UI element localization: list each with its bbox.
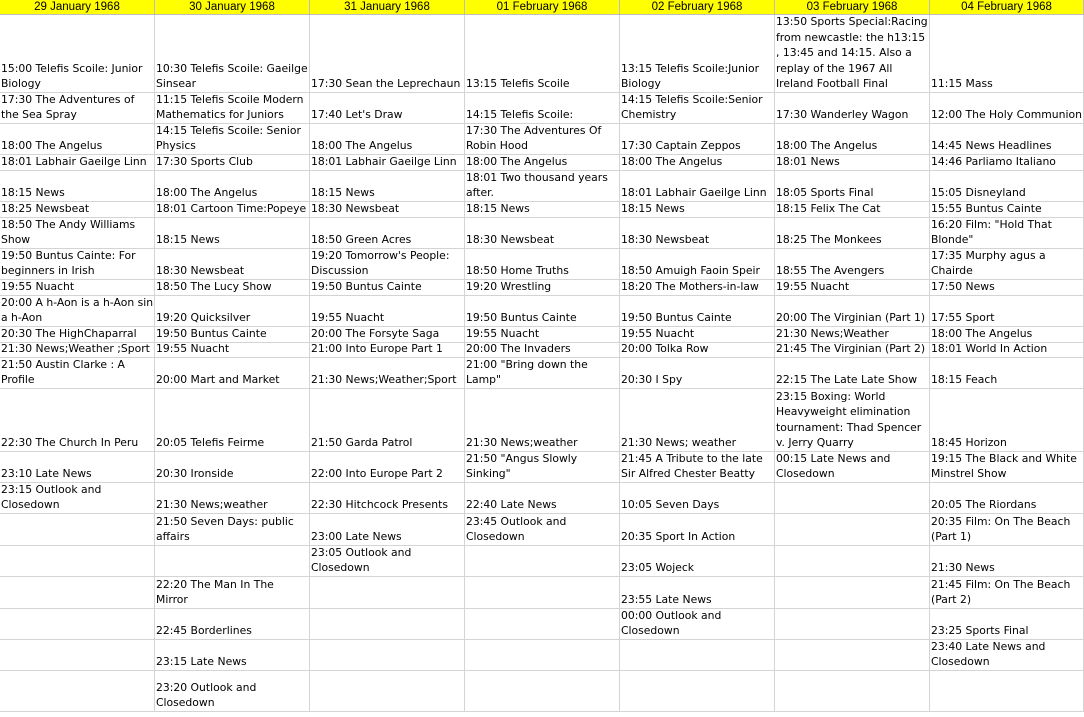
table-cell[interactable]: [155, 93, 310, 124]
table-cell[interactable]: [930, 171, 1084, 202]
table-cell[interactable]: [775, 218, 930, 249]
cell-text: 10:05 Seven Days: [621, 498, 720, 512]
table-cell[interactable]: [0, 202, 155, 218]
table-cell[interactable]: [930, 546, 1084, 577]
table-cell[interactable]: [775, 155, 930, 171]
cell-text: 23:15 Late News: [156, 655, 247, 669]
table-cell[interactable]: [0, 671, 155, 712]
table-cell[interactable]: [310, 358, 465, 389]
table-cell[interactable]: [310, 155, 465, 171]
table-cell[interactable]: [310, 93, 465, 124]
table-cell[interactable]: [465, 93, 620, 124]
cell-text: 17:30 The Adventures of the Sea Spray: [1, 93, 135, 122]
table-cell[interactable]: [775, 296, 930, 327]
cell-text: 23:20 Outlook and Closedown: [156, 680, 257, 710]
cell-text: 21:30 News;weather: [466, 436, 578, 450]
table-cell[interactable]: [0, 218, 155, 249]
cell-text: 15:05 Disneyland: [931, 186, 1026, 200]
table-cell[interactable]: [620, 358, 775, 389]
table-cell[interactable]: [465, 577, 620, 609]
cell-text: 23:40 Late News and Closedown: [931, 640, 1046, 669]
table-cell[interactable]: [155, 514, 310, 546]
column-header[interactable]: 31 January 1968: [310, 0, 465, 15]
cell-text: 13:15 Telefis Scoile: [466, 77, 570, 91]
table-cell[interactable]: [0, 546, 155, 577]
table-cell[interactable]: [620, 280, 775, 296]
cell-text: 22:30 The Church In Peru: [1, 436, 139, 450]
table-cell[interactable]: [465, 280, 620, 296]
cell-text: 21:30 News;Weather ;Sport: [1, 343, 150, 356]
table-cell[interactable]: [775, 546, 930, 577]
cell-text: 18:00 The Angelus: [311, 139, 413, 153]
table-cell[interactable]: [465, 514, 620, 546]
cell-text: 18:01 Labhair Gaeilge Linn: [1, 155, 147, 169]
cell-text: 20:00 The Invaders: [466, 343, 571, 356]
cell-text: 19:50 Buntus Cainte: [621, 311, 732, 325]
cell-text: 12:00 The Holy Communion: [931, 108, 1082, 122]
cell-text: 18:15 News: [621, 202, 685, 216]
table-cell[interactable]: [775, 93, 930, 124]
cell-text: 14:46 Parliamo Italiano: [931, 155, 1056, 169]
cell-text: 20:00 A h-Aon is a h-Aon sin a h-Aon: [1, 296, 154, 325]
cell-text: 18:01 News: [776, 155, 840, 169]
table-cell[interactable]: [775, 483, 930, 514]
table-cell[interactable]: [930, 514, 1084, 546]
table-cell[interactable]: [465, 124, 620, 155]
cell-text: 21:30 News;weather: [156, 498, 268, 512]
cell-text: 13:15 Telefis Scoile:Junior Biology: [621, 61, 760, 91]
table-cell[interactable]: [0, 15, 155, 93]
table-cell[interactable]: [310, 483, 465, 514]
table-cell[interactable]: [0, 577, 155, 609]
table-cell[interactable]: [620, 671, 775, 712]
cell-text: 14:45 News Headlines: [931, 139, 1052, 153]
table-cell[interactable]: [465, 452, 620, 483]
table-cell[interactable]: [620, 389, 775, 452]
table-cell[interactable]: [155, 389, 310, 452]
cell-text: 20:05 The Riordans: [931, 498, 1037, 512]
cell-text: 11:15 Telefis Scoile Modern Mathematics for Juniors: [156, 93, 304, 122]
table-cell[interactable]: [465, 327, 620, 343]
table-cell[interactable]: [465, 15, 620, 93]
table-cell[interactable]: [0, 358, 155, 389]
table-cell[interactable]: [155, 15, 310, 93]
table-cell[interactable]: [775, 327, 930, 343]
table-cell[interactable]: [0, 155, 155, 171]
cell-text: 18:01 Cartoon Time:Popeye: [156, 202, 307, 216]
cell-text: 20:00 Tolka Row: [621, 343, 709, 356]
cell-text: 14:15 Telefis Scoile:: [466, 108, 574, 122]
table-cell[interactable]: [0, 124, 155, 155]
table-cell[interactable]: [310, 249, 465, 280]
table-cell[interactable]: [155, 358, 310, 389]
cell-text: 18:30 Newsbeat: [466, 233, 555, 247]
column-header[interactable]: 04 February 1968: [930, 0, 1084, 15]
table-cell[interactable]: [465, 358, 620, 389]
cell-text: 23:45 Outlook and Closedown: [466, 514, 567, 544]
cell-text: 19:55 Nuacht: [311, 311, 385, 325]
cell-text: 21:50 Seven Days: public affairs: [156, 514, 294, 544]
table-cell[interactable]: [775, 452, 930, 483]
table-cell[interactable]: [310, 124, 465, 155]
table-cell[interactable]: [0, 389, 155, 452]
table-cell[interactable]: [775, 343, 930, 358]
table-cell[interactable]: [775, 389, 930, 452]
table-cell[interactable]: [310, 280, 465, 296]
cell-text: 14:15 Telefis Scoile: Senior Physics: [156, 124, 301, 153]
table-cell[interactable]: [620, 171, 775, 202]
table-cell[interactable]: [155, 155, 310, 171]
table-cell[interactable]: [620, 249, 775, 280]
cell-text: 00:15 Late News and Closedown: [776, 452, 891, 481]
table-cell[interactable]: [0, 514, 155, 546]
table-cell[interactable]: [310, 671, 465, 712]
cell-text: 21:50 "Angus Slowly Sinking": [466, 452, 578, 481]
cell-text: 18:01 Labhair Gaeilge Linn: [621, 186, 767, 200]
table-cell[interactable]: [620, 155, 775, 171]
table-cell[interactable]: [155, 483, 310, 514]
cell-text: 23:25 Sports Final: [931, 624, 1029, 638]
table-cell[interactable]: [775, 15, 930, 93]
table-cell[interactable]: [465, 249, 620, 280]
table-cell[interactable]: [0, 483, 155, 514]
table-cell[interactable]: [155, 171, 310, 202]
cell-text: 19:50 Buntus Cainte: For beginners in Irish: [1, 249, 136, 278]
cell-text: 17:50 News: [931, 280, 995, 294]
cell-text: 18:15 News: [466, 202, 530, 216]
cell-text: 19:55 Nuacht: [156, 343, 230, 356]
table-cell[interactable]: [310, 171, 465, 202]
table-cell[interactable]: [155, 327, 310, 343]
table-cell[interactable]: [620, 452, 775, 483]
cell-text: 19:50 Buntus Cainte: [156, 327, 267, 341]
table-cell[interactable]: [465, 609, 620, 640]
table-cell[interactable]: [0, 327, 155, 343]
table-cell[interactable]: [465, 640, 620, 671]
table-cell[interactable]: [465, 671, 620, 712]
table-cell[interactable]: [155, 546, 310, 577]
table-cell[interactable]: [155, 202, 310, 218]
table-cell[interactable]: [930, 218, 1084, 249]
cell-text: 20:35 Film: On The Beach (Part 1): [931, 514, 1071, 544]
cell-text: 13:50 Sports Special:Racing from newcastle: the h13:15 , 13:45 and 14:15. Also a replay of the 1967 All Ireland Football Final: [776, 15, 928, 91]
cell-text: 23:10 Late News: [1, 467, 92, 481]
cell-text: 20:35 Sport In Action: [621, 530, 736, 544]
table-cell[interactable]: [155, 249, 310, 280]
table-cell[interactable]: [155, 640, 310, 671]
cell-text: 15:00 Telefis Scoile: Junior Biology: [1, 61, 143, 91]
cell-text: 23:00 Late News: [311, 530, 402, 544]
cell-text: 21:00 "Bring down the Lamp": [466, 358, 588, 387]
cell-text: 23:55 Late News: [621, 593, 712, 607]
table-cell[interactable]: [0, 249, 155, 280]
table-cell[interactable]: [465, 171, 620, 202]
cell-text: 18:50 The Andy Williams Show: [1, 218, 136, 247]
cell-text: 18:15 News: [1, 186, 65, 200]
cell-text: 18:00 The Angelus: [156, 186, 258, 200]
table-cell[interactable]: [155, 280, 310, 296]
cell-text: 20:00 The Virginian (Part 1): [776, 311, 926, 325]
table-cell[interactable]: [465, 546, 620, 577]
cell-text: 18:50 Amuigh Faoin Speir: [621, 264, 760, 278]
table-cell[interactable]: [930, 483, 1084, 514]
cell-text: 19:20 Quicksilver: [156, 311, 251, 325]
cell-text: 21:30 News: [931, 561, 995, 575]
cell-text: 14:15 Telefis Scoile:Senior Chemistry: [621, 93, 763, 122]
cell-text: 18:01 Labhair Gaeilge Linn: [311, 155, 457, 169]
table-cell[interactable]: [465, 296, 620, 327]
table-cell[interactable]: [620, 93, 775, 124]
table-cell[interactable]: [155, 218, 310, 249]
cell-text: 17:30 Sean the Leprechaun: [311, 77, 461, 91]
cell-text: 17:30 Sports Club: [156, 155, 253, 169]
cell-text: 18:15 News: [156, 233, 220, 247]
table-cell[interactable]: [775, 577, 930, 609]
cell-text: 17:40 Let's Draw: [311, 108, 403, 122]
cell-text: 23:05 Outlook and Closedown: [311, 546, 412, 575]
table-cell[interactable]: [930, 124, 1084, 155]
cell-text: 23:05 Wojeck: [621, 561, 695, 575]
cell-text: 19:55 Nuacht: [1, 280, 75, 294]
cell-text: 22:30 Hitchcock Presents: [311, 498, 448, 512]
cell-text: 11:15 Mass: [931, 77, 993, 91]
table-cell[interactable]: [310, 546, 465, 577]
cell-text: 21:00 Into Europe Part 1: [311, 343, 443, 356]
table-cell[interactable]: [0, 280, 155, 296]
cell-text: 18:50 The Lucy Show: [156, 280, 272, 294]
cell-text: 17:30 Captain Zeppos: [621, 139, 741, 153]
table-cell[interactable]: [930, 389, 1084, 452]
cell-text: 18:20 The Mothers-in-law: [621, 280, 759, 294]
cell-text: 20:30 I Spy: [621, 373, 683, 387]
cell-text: 18:55 The Avengers: [776, 264, 885, 278]
table-cell[interactable]: [930, 155, 1084, 171]
table-cell[interactable]: [775, 202, 930, 218]
table-cell[interactable]: [930, 327, 1084, 343]
cell-text: 19:20 Wrestling: [466, 280, 552, 294]
cell-text: 22:45 Borderlines: [156, 624, 252, 638]
table-cell[interactable]: [620, 327, 775, 343]
table-cell[interactable]: [155, 124, 310, 155]
cell-text: 19:50 Buntus Cainte: [466, 311, 577, 325]
table-cell[interactable]: [0, 640, 155, 671]
table-cell[interactable]: [930, 452, 1084, 483]
cell-text: 18:25 The Monkees: [776, 233, 882, 247]
cell-text: 20:00 The Forsyte Saga: [311, 327, 440, 341]
table-cell[interactable]: [155, 296, 310, 327]
table-cell[interactable]: [930, 609, 1084, 640]
cell-text: 19:55 Nuacht: [776, 280, 850, 294]
cell-text: 19:20 Tomorrow's People: Discussion: [311, 249, 450, 278]
cell-text: 18:15 News: [311, 186, 375, 200]
table-cell[interactable]: [310, 577, 465, 609]
table-cell[interactable]: [930, 202, 1084, 218]
table-cell[interactable]: [310, 327, 465, 343]
cell-text: 18:15 Felix The Cat: [776, 202, 881, 216]
cell-text: 21:50 Garda Patrol: [311, 436, 413, 450]
table-cell[interactable]: [775, 671, 930, 712]
table-cell[interactable]: [930, 577, 1084, 609]
table-cell[interactable]: [310, 218, 465, 249]
cell-text: 19:55 Nuacht: [466, 327, 540, 341]
cell-text: 23:15 Boxing: World Heavyweight elimination tournament: Thad Spencer v. Jerry Quarry: [776, 389, 922, 450]
table-cell[interactable]: [310, 389, 465, 452]
table-cell[interactable]: [310, 343, 465, 358]
cell-text: 23:15 Outlook and Closedown: [1, 483, 102, 512]
cell-text: 10:30 Telefis Scoile: Gaeilge Sinsear: [156, 61, 308, 91]
table-cell[interactable]: [620, 296, 775, 327]
cell-text: 18:00 The Angelus: [776, 139, 878, 153]
cell-text: 17:30 The Adventures Of Robin Hood: [466, 124, 602, 153]
cell-text: 22:15 The Late Late Show: [776, 373, 918, 387]
table-cell[interactable]: [310, 514, 465, 546]
cell-text: 18:00 The Angelus: [466, 155, 568, 169]
cell-text: 18:50 Green Acres: [311, 233, 412, 247]
table-cell[interactable]: [620, 514, 775, 546]
table-cell[interactable]: [620, 218, 775, 249]
table-cell[interactable]: [930, 296, 1084, 327]
table-cell[interactable]: [620, 202, 775, 218]
table-cell[interactable]: [465, 202, 620, 218]
table-cell[interactable]: [155, 577, 310, 609]
table-cell[interactable]: [620, 546, 775, 577]
table-cell[interactable]: [930, 280, 1084, 296]
table-cell[interactable]: [0, 93, 155, 124]
table-cell[interactable]: [930, 15, 1084, 93]
table-cell[interactable]: [155, 671, 310, 712]
cell-text: 18:00 The Angelus: [931, 327, 1033, 341]
table-cell[interactable]: [465, 483, 620, 514]
cell-text: 16:20 Film: "Hold That Blonde": [931, 218, 1052, 247]
cell-text: 22:40 Late News: [466, 498, 557, 512]
table-cell[interactable]: [930, 640, 1084, 671]
cell-text: 22:00 Into Europe Part 2: [311, 467, 443, 481]
column-header[interactable]: 01 February 1968: [465, 0, 620, 15]
cell-text: 15:55 Buntus Cainte: [931, 202, 1042, 216]
cell-text: 18:00 The Angelus: [621, 155, 723, 169]
cell-text: 21:45 A Tribute to the late Sir Alfred Chester Beatty: [621, 452, 763, 481]
cell-text: 17:55 Sport: [931, 311, 995, 325]
table-cell[interactable]: [775, 609, 930, 640]
table-cell[interactable]: [775, 280, 930, 296]
cell-text: 21:45 Film: On The Beach (Part 2): [931, 577, 1071, 607]
cell-text: 17:35 Murphy agus a Chairde: [931, 249, 1046, 278]
table-cell[interactable]: [0, 609, 155, 640]
cell-text: 21:30 News;Weather;Sport: [311, 373, 457, 387]
table-cell[interactable]: [0, 343, 155, 358]
table-cell[interactable]: [465, 389, 620, 452]
cell-text: 19:50 Buntus Cainte: [311, 280, 422, 294]
column-header[interactable]: 30 January 1968: [155, 0, 310, 15]
table-cell[interactable]: [155, 609, 310, 640]
table-cell[interactable]: [155, 452, 310, 483]
table-cell[interactable]: [930, 249, 1084, 280]
cell-text: 20:30 Ironside: [156, 467, 234, 481]
table-cell[interactable]: [620, 343, 775, 358]
cell-text: 19:15 The Black and White Minstrel Show: [931, 452, 1077, 481]
cell-text: 18:50 Home Truths: [466, 264, 569, 278]
cell-text: 21:50 Austin Clarke : A Profile: [1, 358, 125, 387]
cell-text: 00:00 Outlook and Closedown: [621, 609, 722, 638]
table-cell[interactable]: [930, 671, 1084, 712]
cell-text: 18:45 Horizon: [931, 436, 1007, 450]
table-cell[interactable]: [775, 514, 930, 546]
table-cell[interactable]: [465, 218, 620, 249]
cell-text: 18:30 Newsbeat: [621, 233, 710, 247]
table-cell[interactable]: [465, 343, 620, 358]
cell-text: 18:01 World In Action: [931, 343, 1048, 356]
table-cell[interactable]: [775, 249, 930, 280]
table-cell[interactable]: [310, 296, 465, 327]
cell-text: 18:30 Newsbeat: [311, 202, 400, 216]
cell-text: 18:00 The Angelus: [1, 139, 103, 153]
cell-text: 20:30 The HighChaparral: [1, 327, 137, 341]
table-cell[interactable]: [0, 171, 155, 202]
table-cell[interactable]: [465, 155, 620, 171]
table-cell[interactable]: [620, 577, 775, 609]
cell-text: 17:30 Wanderley Wagon: [776, 108, 909, 122]
table-cell[interactable]: [0, 296, 155, 327]
cell-text: 18:30 Newsbeat: [156, 264, 245, 278]
column-header[interactable]: 29 January 1968: [0, 0, 155, 15]
cell-text: 21:30 News; weather: [621, 436, 737, 450]
cell-text: 18:25 Newsbeat: [1, 202, 90, 216]
cell-text: 21:45 The Virginian (Part 2): [776, 343, 926, 356]
table-cell[interactable]: [310, 202, 465, 218]
table-cell[interactable]: [775, 124, 930, 155]
table-cell[interactable]: [620, 609, 775, 640]
table-cell[interactable]: [620, 640, 775, 671]
table-cell[interactable]: [620, 15, 775, 93]
table-cell[interactable]: [310, 609, 465, 640]
table-cell[interactable]: [310, 15, 465, 93]
cell-text: 22:20 The Man In The Mirror: [156, 577, 274, 607]
table-cell[interactable]: [930, 93, 1084, 124]
table-cell[interactable]: [775, 171, 930, 202]
table-cell[interactable]: [0, 452, 155, 483]
cell-text: 18:05 Sports Final: [776, 186, 874, 200]
table-cell[interactable]: [620, 483, 775, 514]
table-cell[interactable]: [310, 452, 465, 483]
table-cell[interactable]: [775, 358, 930, 389]
cell-text: 20:05 Telefis Feirme: [156, 436, 265, 450]
cell-text: 19:55 Nuacht: [621, 327, 695, 341]
column-header[interactable]: 03 February 1968: [775, 0, 930, 15]
table-cell[interactable]: [930, 343, 1084, 358]
table-cell[interactable]: [310, 640, 465, 671]
cell-text: 18:15 Feach: [931, 373, 998, 387]
table-cell[interactable]: [775, 640, 930, 671]
table-cell[interactable]: [620, 124, 775, 155]
table-cell[interactable]: [155, 343, 310, 358]
cell-text: 21:30 News;Weather: [776, 327, 889, 341]
cell-text: 18:01 Two thousand years after.: [466, 171, 608, 200]
table-cell[interactable]: [930, 358, 1084, 389]
cell-text: 20:00 Mart and Market: [156, 373, 280, 387]
column-header[interactable]: 02 February 1968: [620, 0, 775, 15]
